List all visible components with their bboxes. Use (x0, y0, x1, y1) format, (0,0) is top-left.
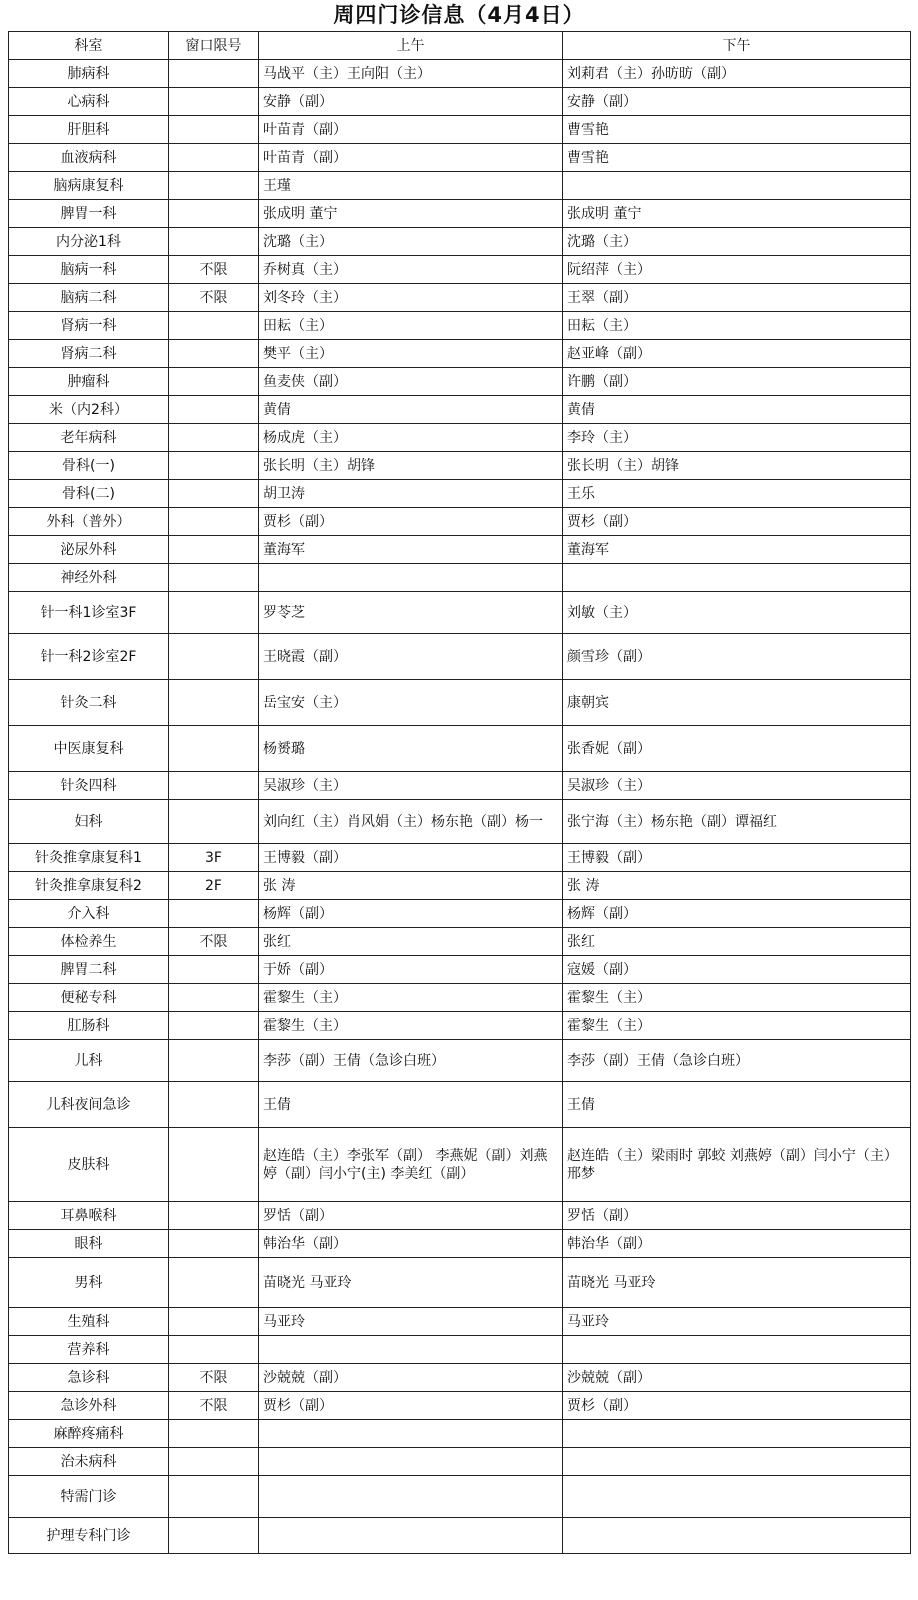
table-row (9, 928, 911, 956)
window-limit-cell (169, 368, 259, 396)
morning-doctors-cell: 胡卫涛 (259, 480, 563, 508)
afternoon-doctors-cell (563, 1518, 911, 1554)
dept-cell: 肿瘤科 (9, 368, 169, 396)
dept-cell: 介入科 (9, 900, 169, 928)
table-row (9, 1082, 911, 1128)
afternoon-doctors-cell: 吴淑珍（主） (563, 772, 911, 800)
dept-cell: 脑病二科 (9, 284, 169, 312)
table-row (9, 680, 911, 726)
table-row (9, 1128, 911, 1202)
morning-doctors-cell: 王博毅（副） (259, 844, 563, 872)
window-limit-cell (169, 900, 259, 928)
table-row (9, 872, 911, 900)
dept-cell: 脑病一科 (9, 256, 169, 284)
window-limit-cell (169, 1258, 259, 1308)
table-row (9, 60, 911, 88)
morning-doctors-cell (259, 1518, 563, 1554)
window-limit-cell (169, 116, 259, 144)
morning-doctors-cell: 贾杉（副） (259, 1392, 563, 1420)
dept-cell: 神经外科 (9, 564, 169, 592)
morning-doctors-cell: 霍黎生（主） (259, 984, 563, 1012)
table-row (9, 1308, 911, 1336)
afternoon-doctors-cell: 李莎（副）王倩（急诊白班） (563, 1040, 911, 1082)
afternoon-doctors-cell (563, 1336, 911, 1364)
afternoon-doctors-cell: 康朝宾 (563, 680, 911, 726)
window-limit-cell (169, 1336, 259, 1364)
window-limit-cell (169, 1040, 259, 1082)
window-limit-cell: 不限 (169, 928, 259, 956)
afternoon-doctors-cell: 王倩 (563, 1082, 911, 1128)
afternoon-doctors-cell: 沙兢兢（副） (563, 1364, 911, 1392)
dept-cell: 便秘专科 (9, 984, 169, 1012)
window-limit-cell (169, 536, 259, 564)
table-row (9, 144, 911, 172)
morning-doctors-cell: 沙兢兢（副） (259, 1364, 563, 1392)
dept-cell: 血液病科 (9, 144, 169, 172)
window-limit-cell (169, 1082, 259, 1128)
window-limit-cell (169, 424, 259, 452)
window-limit-cell (169, 956, 259, 984)
afternoon-doctors-cell: 沈璐（主） (563, 228, 911, 256)
morning-doctors-cell: 叶苗青（副） (259, 116, 563, 144)
window-limit-cell (169, 1420, 259, 1448)
window-limit-cell (169, 726, 259, 772)
morning-doctors-cell (259, 1448, 563, 1476)
window-limit-cell (169, 172, 259, 200)
table-row (9, 772, 911, 800)
afternoon-doctors-cell: 贾杉（副） (563, 1392, 911, 1420)
morning-doctors-cell: 王晓霞（副） (259, 634, 563, 680)
afternoon-doctors-cell: 张 涛 (563, 872, 911, 900)
dept-cell: 耳鼻喉科 (9, 1202, 169, 1230)
header-morning: 上午 (259, 32, 563, 60)
table-row (9, 340, 911, 368)
window-limit-cell (169, 984, 259, 1012)
table-row (9, 1448, 911, 1476)
afternoon-doctors-cell: 罗恬（副） (563, 1202, 911, 1230)
window-limit-cell (169, 452, 259, 480)
afternoon-doctors-cell: 董海军 (563, 536, 911, 564)
table-row (9, 228, 911, 256)
clinic-schedule-table (8, 31, 911, 1554)
dept-cell: 护理专科门诊 (9, 1518, 169, 1554)
morning-doctors-cell (259, 1476, 563, 1518)
dept-cell: 肝胆科 (9, 116, 169, 144)
afternoon-doctors-cell: 张长明（主）胡锋 (563, 452, 911, 480)
table-row (9, 726, 911, 772)
morning-doctors-cell: 于娇（副） (259, 956, 563, 984)
afternoon-doctors-cell: 张宁海（主）杨东艳（副）谭福红 (563, 800, 911, 844)
afternoon-doctors-cell (563, 1420, 911, 1448)
table-row (9, 634, 911, 680)
dept-cell: 针灸推拿康复科1 (9, 844, 169, 872)
table-row (9, 200, 911, 228)
dept-cell: 肺病科 (9, 60, 169, 88)
dept-cell: 妇科 (9, 800, 169, 844)
morning-doctors-cell: 吴淑珍（主） (259, 772, 563, 800)
morning-doctors-cell: 赵连皓（主）李张军（副） 李燕妮（副）刘燕婷（副）闫小宁(主) 李美红（副） (259, 1128, 563, 1202)
afternoon-doctors-cell: 黄倩 (563, 396, 911, 424)
afternoon-doctors-cell: 马亚玲 (563, 1308, 911, 1336)
table-row (9, 396, 911, 424)
dept-cell: 针灸推拿康复科2 (9, 872, 169, 900)
afternoon-doctors-cell: 张红 (563, 928, 911, 956)
table-row (9, 900, 911, 928)
dept-cell: 皮肤科 (9, 1128, 169, 1202)
table-row (9, 1258, 911, 1308)
table-row (9, 1476, 911, 1518)
dept-cell: 脾胃二科 (9, 956, 169, 984)
dept-cell: 泌尿外科 (9, 536, 169, 564)
table-row (9, 1040, 911, 1082)
dept-cell: 肾病一科 (9, 312, 169, 340)
morning-doctors-cell: 董海军 (259, 536, 563, 564)
afternoon-doctors-cell: 霍黎生（主） (563, 1012, 911, 1040)
afternoon-doctors-cell: 苗晓光 马亚玲 (563, 1258, 911, 1308)
morning-doctors-cell: 罗苓芝 (259, 592, 563, 634)
morning-doctors-cell: 苗晓光 马亚玲 (259, 1258, 563, 1308)
afternoon-doctors-cell (563, 564, 911, 592)
morning-doctors-cell: 杨赟璐 (259, 726, 563, 772)
table-row (9, 1420, 911, 1448)
window-limit-cell (169, 564, 259, 592)
table-row (9, 536, 911, 564)
morning-doctors-cell: 刘冬玲（主） (259, 284, 563, 312)
table-row (9, 368, 911, 396)
page-title: 周四门诊信息（4月4日） (333, 3, 585, 27)
dept-cell: 特需门诊 (9, 1476, 169, 1518)
dept-cell: 治未病科 (9, 1448, 169, 1476)
window-limit-cell (169, 1476, 259, 1518)
morning-doctors-cell: 鱼麦侠（副） (259, 368, 563, 396)
afternoon-doctors-cell: 寇媛（副） (563, 956, 911, 984)
dept-cell: 针一科1诊室3F (9, 592, 169, 634)
dept-cell: 骨科(一) (9, 452, 169, 480)
table-row (9, 312, 911, 340)
window-limit-cell: 不限 (169, 284, 259, 312)
dept-cell: 针灸四科 (9, 772, 169, 800)
morning-doctors-cell: 沈璐（主） (259, 228, 563, 256)
dept-cell: 脑病康复科 (9, 172, 169, 200)
afternoon-doctors-cell: 颜雪珍（副） (563, 634, 911, 680)
dept-cell: 儿科 (9, 1040, 169, 1082)
window-limit-cell (169, 1230, 259, 1258)
afternoon-doctors-cell: 杨辉（副） (563, 900, 911, 928)
dept-cell: 眼科 (9, 1230, 169, 1258)
window-limit-cell (169, 228, 259, 256)
table-row (9, 564, 911, 592)
window-limit-cell (169, 396, 259, 424)
morning-doctors-cell: 乔树真（主） (259, 256, 563, 284)
window-limit-cell: 2F (169, 872, 259, 900)
table-row (9, 1012, 911, 1040)
table-row (9, 1230, 911, 1258)
table-row (9, 1202, 911, 1230)
afternoon-doctors-cell: 王翠（副） (563, 284, 911, 312)
afternoon-doctors-cell: 赵亚峰（副） (563, 340, 911, 368)
morning-doctors-cell: 霍黎生（主） (259, 1012, 563, 1040)
window-limit-cell: 3F (169, 844, 259, 872)
dept-cell: 急诊科 (9, 1364, 169, 1392)
morning-doctors-cell (259, 1336, 563, 1364)
afternoon-doctors-cell: 刘莉君（主）孙昉昉（副） (563, 60, 911, 88)
table-row (9, 844, 911, 872)
afternoon-doctors-cell: 张成明 董宁 (563, 200, 911, 228)
window-limit-cell (169, 592, 259, 634)
window-limit-cell (169, 1518, 259, 1554)
afternoon-doctors-cell: 田耘（主） (563, 312, 911, 340)
dept-cell: 体检养生 (9, 928, 169, 956)
dept-cell: 麻醉疼痛科 (9, 1420, 169, 1448)
table-row (9, 1518, 911, 1554)
dept-cell: 米（内2科） (9, 396, 169, 424)
window-limit-cell (169, 772, 259, 800)
window-limit-cell (169, 1128, 259, 1202)
afternoon-doctors-cell (563, 172, 911, 200)
morning-doctors-cell: 安静（副） (259, 88, 563, 116)
afternoon-doctors-cell: 赵连皓（主）梁雨时 郭蛟 刘燕婷（副）闫小宁（主）邢梦 (563, 1128, 911, 1202)
window-limit-cell (169, 1012, 259, 1040)
morning-doctors-cell: 王倩 (259, 1082, 563, 1128)
dept-cell: 老年病科 (9, 424, 169, 452)
table-row (9, 1392, 911, 1420)
window-limit-cell (169, 88, 259, 116)
window-limit-cell (169, 60, 259, 88)
morning-doctors-cell: 马战平（主）王向阳（主） (259, 60, 563, 88)
window-limit-cell (169, 1448, 259, 1476)
window-limit-cell: 不限 (169, 256, 259, 284)
afternoon-doctors-cell: 韩治华（副） (563, 1230, 911, 1258)
morning-doctors-cell: 刘向红（主）肖风娟（主）杨东艳（副）杨一 (259, 800, 563, 844)
morning-doctors-cell: 韩治华（副） (259, 1230, 563, 1258)
afternoon-doctors-cell: 张香妮（副） (563, 726, 911, 772)
window-limit-cell: 不限 (169, 1392, 259, 1420)
dept-cell: 外科（普外） (9, 508, 169, 536)
afternoon-doctors-cell: 曹雪艳 (563, 116, 911, 144)
window-limit-cell: 不限 (169, 1364, 259, 1392)
morning-doctors-cell: 贾杉（副） (259, 508, 563, 536)
afternoon-doctors-cell: 刘敏（主） (563, 592, 911, 634)
morning-doctors-cell: 张长明（主）胡锋 (259, 452, 563, 480)
morning-doctors-cell (259, 564, 563, 592)
morning-doctors-cell: 马亚玲 (259, 1308, 563, 1336)
morning-doctors-cell: 樊平（主） (259, 340, 563, 368)
dept-cell: 肛肠科 (9, 1012, 169, 1040)
morning-doctors-cell: 罗恬（副） (259, 1202, 563, 1230)
dept-cell: 针一科2诊室2F (9, 634, 169, 680)
table-row (9, 1336, 911, 1364)
dept-cell: 急诊外科 (9, 1392, 169, 1420)
morning-doctors-cell: 杨成虎（主） (259, 424, 563, 452)
table-row (9, 88, 911, 116)
window-limit-cell (169, 508, 259, 536)
table-row (9, 984, 911, 1012)
dept-cell: 心病科 (9, 88, 169, 116)
table-row (9, 592, 911, 634)
table-row (9, 800, 911, 844)
table-row (9, 452, 911, 480)
table-row (9, 424, 911, 452)
afternoon-doctors-cell: 李玲（主） (563, 424, 911, 452)
table-row (9, 1364, 911, 1392)
window-limit-cell (169, 800, 259, 844)
header-dept: 科室 (9, 32, 169, 60)
dept-cell: 营养科 (9, 1336, 169, 1364)
dept-cell: 生殖科 (9, 1308, 169, 1336)
window-limit-cell (169, 1308, 259, 1336)
window-limit-cell (169, 680, 259, 726)
table-row (9, 116, 911, 144)
window-limit-cell (169, 480, 259, 508)
afternoon-doctors-cell: 曹雪艳 (563, 144, 911, 172)
afternoon-doctors-cell: 安静（副） (563, 88, 911, 116)
afternoon-doctors-cell (563, 1476, 911, 1518)
header-afternoon: 下午 (563, 32, 911, 60)
window-limit-cell (169, 144, 259, 172)
afternoon-doctors-cell: 许鹏（副） (563, 368, 911, 396)
dept-cell: 男科 (9, 1258, 169, 1308)
morning-doctors-cell: 杨辉（副） (259, 900, 563, 928)
table-row (9, 956, 911, 984)
window-limit-cell (169, 312, 259, 340)
schedule-body (9, 60, 911, 1554)
table-row (9, 508, 911, 536)
window-limit-cell (169, 1202, 259, 1230)
window-limit-cell (169, 200, 259, 228)
dept-cell: 内分泌1科 (9, 228, 169, 256)
dept-cell: 针灸二科 (9, 680, 169, 726)
morning-doctors-cell: 田耘（主） (259, 312, 563, 340)
table-row (9, 284, 911, 312)
afternoon-doctors-cell: 王博毅（副） (563, 844, 911, 872)
morning-doctors-cell: 李莎（副）王倩（急诊白班） (259, 1040, 563, 1082)
header-row (9, 32, 911, 60)
afternoon-doctors-cell: 阮绍萍（主） (563, 256, 911, 284)
dept-cell: 肾病二科 (9, 340, 169, 368)
morning-doctors-cell: 张红 (259, 928, 563, 956)
morning-doctors-cell: 王瑾 (259, 172, 563, 200)
window-limit-cell (169, 634, 259, 680)
table-row (9, 172, 911, 200)
morning-doctors-cell: 叶苗青（副） (259, 144, 563, 172)
dept-cell: 骨科(二) (9, 480, 169, 508)
dept-cell: 脾胃一科 (9, 200, 169, 228)
afternoon-doctors-cell: 王乐 (563, 480, 911, 508)
dept-cell: 中医康复科 (9, 726, 169, 772)
header-window-limit: 窗口限号 (169, 32, 259, 60)
dept-cell: 儿科夜间急诊 (9, 1082, 169, 1128)
window-limit-cell (169, 340, 259, 368)
morning-doctors-cell: 岳宝安（主） (259, 680, 563, 726)
afternoon-doctors-cell: 霍黎生（主） (563, 984, 911, 1012)
morning-doctors-cell: 张成明 董宁 (259, 200, 563, 228)
afternoon-doctors-cell (563, 1448, 911, 1476)
morning-doctors-cell (259, 1420, 563, 1448)
table-row (9, 480, 911, 508)
morning-doctors-cell: 黄倩 (259, 396, 563, 424)
afternoon-doctors-cell: 贾杉（副） (563, 508, 911, 536)
table-row (9, 256, 911, 284)
morning-doctors-cell: 张 涛 (259, 872, 563, 900)
